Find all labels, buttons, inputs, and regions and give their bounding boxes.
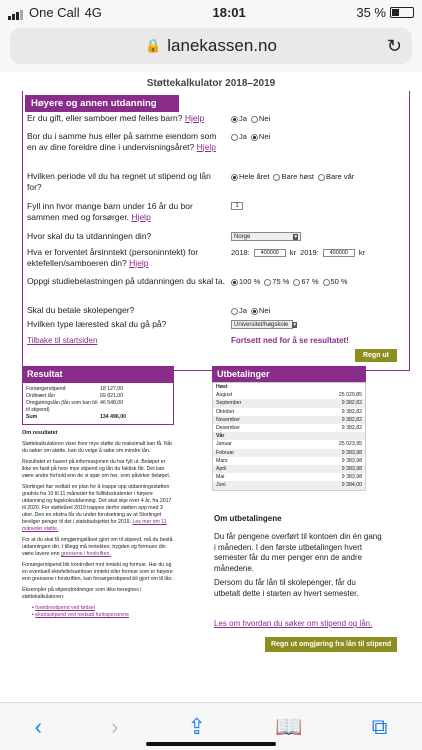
result-panel — [22, 366, 174, 623]
question-married: Er du gift, eller samboer med felles barn? — [27, 113, 183, 123]
battery-percent: 35 % — [356, 4, 386, 20]
calculate-button[interactable]: Regn ut — [355, 349, 397, 362]
semester-heading: Høst — [216, 384, 228, 390]
info-paragraph: Stortinget har vedtatt en plan for å trappe opp utdanningsstøtten gradvis fra 10 til 11 måneder for fulltidsstudenter i høyere utdanning og fagskoleutdanning. Det skal skje over 4 år, fra 2017 til 2020. For støtteåret 2019 trappes derfor støtten opp med 3 uker. Den en ekstra får du under forutsetning av at Stortinget bevilger penger til det i statsbudsjettet for 2019. — [22, 484, 172, 525]
currency-label: kr — [289, 248, 297, 257]
semester-heading: Vår — [213, 432, 365, 440]
share-icon[interactable]: ⇪ — [187, 713, 206, 739]
load-67-radio[interactable]: 67 % — [293, 277, 318, 286]
network-type: 4G — [84, 4, 102, 20]
back-to-start-link[interactable]: Tilbake til startsiden — [27, 336, 98, 345]
status-bar — [0, 0, 422, 24]
page-title: Støttekalkulator 2018–2019 — [146, 78, 276, 89]
forward-icon[interactable]: › — [111, 713, 119, 739]
question-study-load: Oppgi studiebelastningen på utdanningen du skal ta. — [27, 276, 226, 286]
info-paragraph: Forsørgerstipend blir kontrollert mot inntekt og formue. Har du og en eventuell ektefelle/samboer inntekt eller formue som er høyere enn grensene i forskriften, kan forsørgerstipend bli gjort om til lån. — [22, 562, 173, 582]
tuition-yes-radio[interactable]: Ja — [231, 306, 247, 315]
table-row: April 9 383,98 — [213, 465, 365, 473]
payout-text: Du får pengene overført til kontoen din én gang i måneden. I den første utbetalingen hvert semester får du mer penger enn de andre månedene. — [214, 532, 382, 573]
chevron-down-icon: ▾ — [294, 233, 297, 240]
back-icon[interactable]: ‹ — [34, 713, 42, 739]
address-bar[interactable] — [10, 28, 412, 64]
signal-icon — [8, 5, 24, 20]
married-no-radio[interactable]: Nei — [251, 114, 270, 123]
institution-select[interactable]: Universitet/høgskole ▾ — [231, 320, 293, 329]
chevron-down-icon: ▾ — [293, 321, 296, 328]
load-100-radio[interactable]: 100 % — [231, 277, 260, 286]
result-heading: Resultat — [22, 366, 174, 382]
help-link[interactable]: Hjelp — [196, 141, 217, 152]
table-row: Oktober 9 382,82 — [216, 408, 362, 415]
table-row: Mai 9 383,98 — [216, 474, 362, 481]
question-spouse-income: Hva er forventet årsinntekt (personinntekt) for ektefellen/samboeren din? — [27, 247, 199, 268]
disability-grant-link[interactable]: ekstrastipend ved nedsatt funksjonsevne — [35, 612, 129, 618]
eleven-months-link[interactable]: Les mer om 11 måneder støtte. — [22, 519, 167, 532]
carrier: One Call — [29, 4, 80, 20]
payout-heading: Utbetalinger — [212, 366, 366, 382]
year-2019-label: 2019: — [300, 248, 319, 257]
parent-grant-link[interactable]: foreldrestipend ved fødsel — [35, 605, 95, 611]
about-result-heading: Om resultatet — [22, 430, 58, 436]
question-live-with-parents: Bor du i samme hus eller på samme eiendom som en av dine foreldre dine i undervisningsåret? — [27, 131, 217, 152]
result-info: Om resultatet Støttekalkulatoren viser hvor mye støtte du maksimalt kan få. Når du søker om støtte, kan du velge å søke om mindre lån. Resultatet er basert på informasjonen du har fylt ut. Beløpet er ikke en fasit på hvor mye stipend og lån du faktisk får. Det kan være andre forhold enn de vi spør om her, som påvirker beløpet. Stortinget har vedtatt en plan for å trappe opp utdanningsstøtten gradvis fra 10 til 11 måneder for fulltidsstudenter i høyere utdanning og fagskoleutdanning. Det skal skje over 4 år, fra 2017 til 2020. For støtteåret 2019 trappes derfor støtten opp med 3 uker. Den en ekstra får du under forutsetning av at Stortinget bevilger penger til det i statsbudsjettet for 2019. Les mer om 11 måneder støtte. For at du skal få omgjøringslånet gjort om til stipend, må du bestå utdanningen din. I tillegg må inntekten, trygden og formuen din være lavere enn grensene i forskriften. Forsørgerstipend blir kontrollert mot inntekt og formue. Har du og en eventuell ektefelle/samboer inntekt eller formue som er høyere enn grensene i forskriften, kan forsørgerstipend bli gjort om til lån. Eksempler på stipendordninger som ikke beregnes i støttekalkulatoren: • foreldrestipend ved fødsel • ekstrastipend ved nedsatt funksjonsevne — [22, 430, 173, 618]
sum-row: Sum 134 496,00 — [26, 414, 126, 420]
about-payout-heading: Om utbetalingene — [214, 514, 282, 523]
calculator-form — [22, 91, 410, 371]
currency-label: kr — [358, 248, 366, 257]
help-link[interactable]: Hjelp — [129, 257, 149, 268]
convert-loan-button[interactable]: Regn ut omgjøring fra lån til stipend — [265, 637, 397, 652]
period-whole-year-radio[interactable]: Hele året — [231, 172, 269, 181]
how-to-apply-link[interactable]: Les om hvordan du søker om stipend og lån. — [214, 619, 373, 628]
table-row: Juni 9 384,00 — [213, 481, 365, 489]
continue-hint: Fortsett ned for å se resultatet! — [231, 336, 349, 345]
question-tuition: Skal du betale skolepenger? — [27, 305, 135, 315]
table-row: Mars 9 383,98 — [216, 457, 362, 464]
table-row: Januar 25 023,95 — [216, 441, 362, 448]
parents-no-radio[interactable]: Nei — [251, 132, 270, 141]
period-fall-radio[interactable]: Bare høst — [273, 172, 314, 181]
help-link[interactable]: Hjelp — [131, 211, 151, 222]
income-2019-input[interactable]: 400000 — [323, 249, 355, 257]
location-select[interactable]: Norge ▾ — [231, 232, 301, 241]
lock-icon: 🔒 — [145, 38, 162, 53]
table-row: Desember 9 382,82 — [216, 425, 362, 432]
load-75-radio[interactable]: 75 % — [264, 277, 289, 286]
table-row: Forsørgerstipend 18 127,00 — [26, 386, 124, 392]
section-heading: Høyere og annen utdanning — [25, 95, 179, 112]
table-row: August 25 020,85 — [216, 392, 362, 399]
info-paragraph: Eksempler på stipendordninger som ikke beregnes i støttekalkulatoren: — [22, 587, 142, 600]
bookmarks-icon[interactable]: 📖 — [275, 713, 303, 739]
reload-icon[interactable]: ↻ — [386, 35, 402, 56]
payout-panel — [212, 366, 366, 491]
regulation-limits-link[interactable]: grensene i forskriften. — [60, 551, 111, 557]
question-institution: Hvilken type lærested skal du gå på? — [27, 319, 167, 329]
url-text: lanekassen.no — [167, 36, 277, 55]
parents-yes-radio[interactable]: Ja — [231, 132, 247, 141]
result-table — [22, 382, 174, 425]
load-50-radio[interactable]: 50 % — [323, 277, 348, 286]
children-count-input[interactable]: 1 — [231, 202, 243, 210]
payout-table — [212, 382, 366, 491]
married-yes-radio[interactable]: Ja — [231, 114, 247, 123]
year-2018-label: 2018: — [231, 248, 250, 257]
table-row: Ordinært lån 69 821,00 — [26, 393, 124, 399]
question-children: Fyll inn hvor mange barn under 16 år du bor sammen med og forsørger. — [27, 201, 193, 222]
table-row: September 9 382,82 — [213, 399, 365, 407]
info-paragraph: Støttekalkulatoren viser hvor mye støtte du maksimalt kan få. Når du søker om støtte, kan du velge å søke om mindre lån. — [22, 441, 173, 454]
clock: 18:01 — [212, 4, 246, 20]
home-indicator — [146, 742, 276, 746]
question-location: Hvor skal du ta utdanningen din? — [27, 231, 152, 241]
period-spring-radio[interactable]: Bare vår — [318, 172, 354, 181]
question-period: Hvilken periode vil du ha regnet ut stipend og lån for? — [27, 171, 211, 192]
tabs-icon[interactable]: ⧉ — [371, 713, 388, 739]
table-row: November 9 382,82 — [213, 416, 365, 424]
income-2018-input[interactable]: 400000 — [254, 249, 286, 257]
tuition-no-radio[interactable]: Nei — [251, 306, 270, 315]
payout-text: Dersom du får lån til skolepenger, får du utbetalt dette i starten av hvert semester. — [214, 578, 359, 598]
table-row: Omgjøringslån (lån som kan bli til stipend) 46 548,00 — [26, 400, 124, 413]
table-row: Februar 9 383,98 — [213, 449, 365, 457]
help-link[interactable]: Hjelp — [184, 113, 205, 123]
info-paragraph: For at du skal få omgjøringslånet gjort om til stipend, må du bestå utdanningen din. I tillegg må inntekten, trygden og formuen din være lavere enn — [22, 537, 173, 557]
battery-icon — [390, 7, 414, 18]
info-paragraph: Resultatet er basert på informasjonen du har fylt ut. Beløpet er ikke en fasit på hvor mye stipend og lån du faktisk får. Det kan være andre forhold enn de vi spør om her, som påvirker beløpet. — [22, 459, 171, 479]
